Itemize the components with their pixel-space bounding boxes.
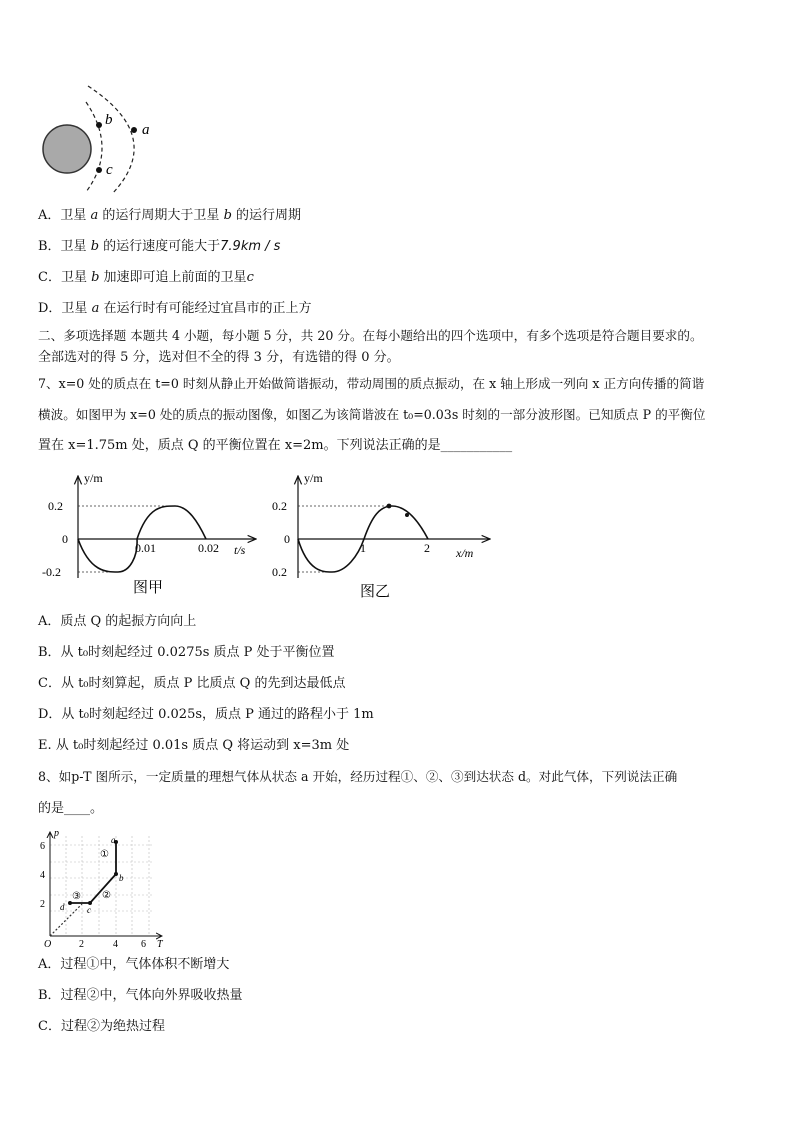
figure-jia	[38, 468, 278, 602]
option-var: b	[90, 239, 100, 254]
point-q	[405, 513, 409, 517]
option-text: A．卫星	[38, 208, 91, 223]
y-tick-bottom: 0.2	[272, 565, 287, 579]
q6-option-a	[38, 208, 301, 224]
q7-line3: 置在 x=1.75m 处，质点 Q 的平衡位置在 x=2m。下列说法正确的是___________	[38, 438, 513, 453]
pt-figure	[34, 826, 166, 954]
q8-option-c: C．过程②为绝热过程	[38, 1019, 165, 1034]
y-tick-zero: 0	[62, 532, 68, 546]
y-tick-2: 2	[40, 899, 45, 910]
q7-option-e: E. 从 t₀时刻起经过 0.01s 质点 Q 将运动到 x=3m 处	[38, 738, 350, 753]
option-text: 的运行速度可能大于	[99, 239, 221, 254]
option-var: a	[91, 301, 100, 316]
point-b	[114, 872, 118, 876]
section2-line2: 全部选对的得 5 分，选对但不全的得 3 分，有选错的得 0 分。	[38, 350, 400, 365]
label-b: b	[119, 873, 124, 883]
label-c: c	[106, 162, 113, 178]
label-b: b	[105, 112, 113, 128]
point-p	[387, 504, 392, 509]
q8-option-a: A．过程①中，气体体积不断增大	[38, 957, 230, 972]
y-tick-6: 6	[40, 841, 45, 852]
satellite-c-dot	[96, 167, 102, 173]
y-tick-4: 4	[40, 870, 45, 881]
q8-option-b: B．过程②中，气体向外界吸收热量	[38, 988, 243, 1003]
t-axis-label: T	[157, 939, 163, 950]
y-tick-bottom: -0.2	[42, 565, 61, 579]
q6-option-b	[38, 239, 280, 255]
q7-option-c: C．从 t₀时刻算起，质点 P 比质点 Q 的先到达最低点	[38, 676, 346, 691]
satellite-a-dot	[131, 127, 137, 133]
process-2-label: ②	[102, 890, 111, 901]
option-text: D．卫星	[38, 301, 92, 316]
option-text: 的运行周期	[231, 208, 302, 223]
q8-line2: 的是____。	[38, 801, 104, 816]
q7-option-b: B．从 t₀时刻起经过 0.0275s 质点 P 处于平衡位置	[38, 645, 335, 660]
figure-caption: 图乙	[360, 584, 391, 600]
x-tick-2: 0.02	[198, 541, 219, 555]
process-3-label: ③	[72, 891, 81, 902]
label-a: a	[142, 122, 150, 138]
y-tick-zero: 0	[284, 532, 290, 546]
option-unit: 7.9km / s	[220, 239, 281, 254]
x-tick-1: 0.01	[135, 541, 156, 555]
x-tick-6: 6	[141, 939, 146, 950]
process-1-label: ①	[100, 849, 109, 860]
p-axis-label: p	[54, 828, 59, 839]
label-a: a	[111, 835, 116, 845]
option-text: C．卫星	[38, 270, 92, 285]
q7-option-d: D．从 t₀时刻起经过 0.025s，质点 P 通过的路程小于 1m	[38, 707, 374, 722]
option-text: 加速即可追上前面的卫星	[99, 270, 247, 285]
y-axis-label: y/m	[304, 471, 323, 485]
option-text: 在运行时有可能经过宜昌市的正上方	[99, 301, 312, 316]
y-tick-top: 0.2	[272, 499, 287, 513]
x-axis-label: t/s	[234, 543, 246, 557]
x-tick-2: 2	[79, 939, 84, 950]
orbit-figure	[36, 82, 166, 194]
q8-line1: 8、如p-T 图所示，一定质量的理想气体从状态 a 开始，经历过程①、②、③到达状态 d。对此气体，下列说法正确	[38, 769, 678, 784]
figure-caption: 图甲	[133, 580, 164, 596]
q6-option-d	[38, 301, 311, 317]
q7-line2: 横波。如图甲为 x=0 处的质点的振动图像，如图乙为该简谐波在 t₀=0.03s 时刻的一部分波形图。已知质点 P 的平衡位	[38, 407, 706, 422]
x-tick-1: 1	[360, 541, 366, 555]
label-c: c	[87, 905, 91, 915]
satellite-b-dot	[96, 122, 102, 128]
planet-circle	[43, 125, 91, 173]
figure-yi	[268, 468, 498, 602]
x-tick-2: 2	[424, 541, 430, 555]
option-var: b	[223, 208, 232, 223]
q7-line1: 7、x=0 处的质点在 t=0 时刻从静止开始做简谐振动，带动周围的质点振动，在 x 轴上形成一列向 x 正方向传播的简谐	[38, 376, 705, 391]
option-var: a	[90, 208, 99, 223]
option-var: b	[91, 270, 100, 285]
y-axis-label: y/m	[84, 471, 103, 485]
q7-option-a: A．质点 Q 的起振方向向上	[38, 614, 197, 629]
q6-option-c	[38, 270, 254, 286]
origin-label: O	[44, 939, 52, 950]
label-d: d	[60, 902, 65, 912]
option-text: 的运行周期大于卫星	[98, 208, 224, 223]
y-tick-top: 0.2	[48, 499, 63, 513]
option-text: B．卫星	[38, 239, 91, 254]
option-var: c	[246, 270, 254, 285]
x-axis-label: x/m	[456, 546, 474, 560]
section2-line1: 二、多项选择题 本题共 4 小题，每小题 5 分，共 20 分。在每小题给出的四个选项中，有多个选项是符合题目要求的。	[38, 328, 703, 343]
x-tick-4: 4	[113, 939, 118, 950]
